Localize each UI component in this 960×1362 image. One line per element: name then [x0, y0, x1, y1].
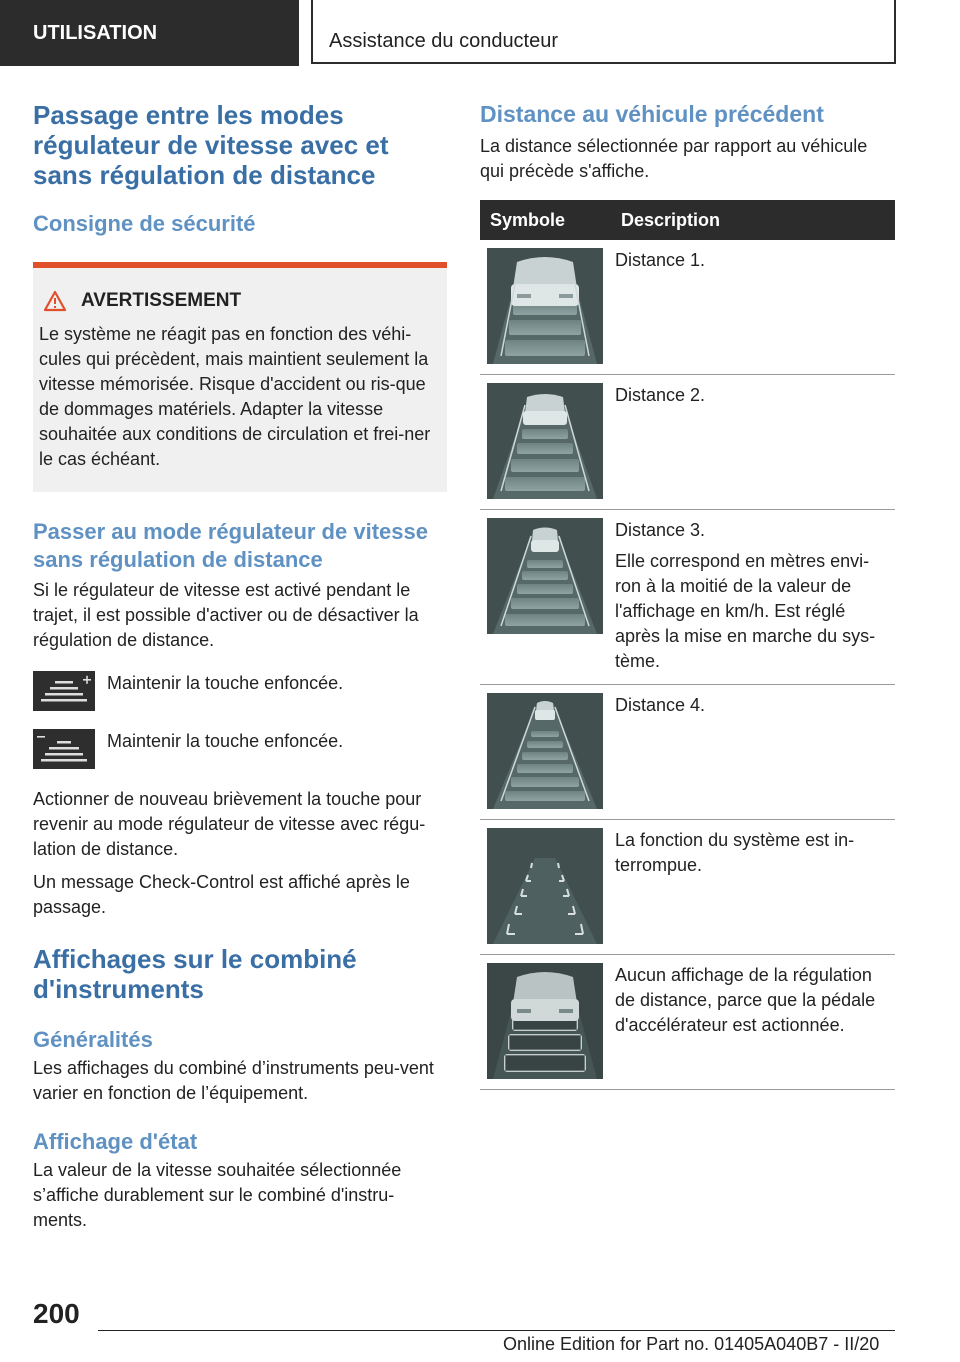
switch-heading: Passer au mode régulateur de vitesse sans régulation de distance: [33, 519, 428, 572]
warning-triangle-icon: [43, 290, 67, 312]
system-interrupted-icon: [487, 828, 603, 944]
footer-edition: Online Edition for Part no. 01405A040B7 - II/20: [503, 1334, 880, 1354]
row-5-text: La fonction du système est in-terrompue.: [615, 830, 855, 875]
table-row: [480, 240, 895, 375]
message-text: Un message Check-Control est affiché après le passage.: [33, 872, 410, 917]
table-row: [480, 375, 895, 510]
row-1-text: Distance 1.: [615, 250, 706, 270]
chapter-tab: [311, 0, 896, 64]
warning-box: [33, 262, 447, 492]
button-row-plus: [33, 671, 447, 711]
table-row: [480, 510, 895, 685]
chapter-title: Assistance du conducteur: [329, 29, 559, 52]
distance-2-icon: [487, 383, 603, 499]
button-row-minus: [33, 729, 447, 769]
distance-minus-icon: [33, 729, 95, 769]
button-plus-text: Maintenir la touche enfoncée.: [107, 673, 344, 693]
table-row: [480, 820, 895, 955]
table-header: [480, 200, 895, 240]
button-minus-text: Maintenir la touche enfoncée.: [107, 731, 344, 751]
row-2-text: Distance 2.: [615, 385, 706, 405]
distance-intro: La distance sélectionnée par rapport au véhicule qui précède s'affiche.: [480, 136, 868, 181]
table-row: [480, 685, 895, 820]
safety-heading: Consigne de sécurité: [33, 211, 256, 236]
no-distance-display-icon: [487, 963, 603, 1079]
page-number: 200: [33, 1298, 80, 1329]
distance-heading: Distance au véhicule précédent: [480, 101, 824, 127]
footer-divider: [98, 1330, 895, 1331]
status-heading: Affichage d'état: [33, 1129, 198, 1154]
table-row: [480, 955, 895, 1090]
row-4-text: Distance 4.: [615, 695, 706, 715]
distance-plus-icon: [33, 671, 95, 711]
page-header: [0, 0, 960, 66]
distance-1-icon: [487, 248, 603, 364]
warning-label: AVERTISSEMENT: [81, 290, 242, 311]
status-text: La valeur de la vitesse souhaitée sélectionnée s’affiche durablement sur le combiné d'instru-ments.: [33, 1160, 402, 1230]
symbol-table: [480, 200, 895, 1090]
section-tab: UTILISATION: [0, 0, 299, 66]
left-column: [33, 100, 447, 1233]
col-description: Description: [609, 200, 895, 240]
return-text: Actionner de nouveau brièvement la touche pour revenir au mode régulateur de vitesse avec régu-lation de distance.: [33, 789, 426, 859]
row-6-text: Aucun affichage de la régulation de distance, parce que la pédale d'accélérateur est actionnée.: [615, 965, 876, 1035]
switch-text: Si le régulateur de vitesse est activé pendant le trajet, il est possible d'activer ou de désactiver la régulation de distance.: [33, 580, 419, 650]
general-text: Les affichages du combiné d’instruments peu-vent varier en fonction de l’équipement.: [33, 1058, 434, 1103]
distance-3-icon: [487, 518, 603, 634]
col-symbol: Symbole: [480, 200, 609, 240]
warning-text: Le système ne réagit pas en fonction des véhi-cules qui précèdent, mais maintient seulement la vitesse mémorisée. Risque d'accident ou ris-que de dommages matériels. Adapter la vitesse souhaitée aux conditions de circulation et frei-ner le cas échéant.: [39, 324, 431, 469]
distance-4-icon: [487, 693, 603, 809]
general-heading: Généralités: [33, 1027, 153, 1052]
displays-heading: Affichages sur le combiné d'instruments: [33, 944, 357, 1004]
row-3-extra: Elle correspond en mètres envi-ron à la moitié de la valeur de l'affichage en km/h. Est réglé après la mise en marche du sys-tème.: [615, 551, 876, 671]
section-title: Passage entre les modes régulateur de vitesse avec et sans régulation de distance: [33, 100, 389, 190]
right-column: [480, 100, 895, 1090]
row-3-text: Distance 3.: [615, 520, 706, 540]
